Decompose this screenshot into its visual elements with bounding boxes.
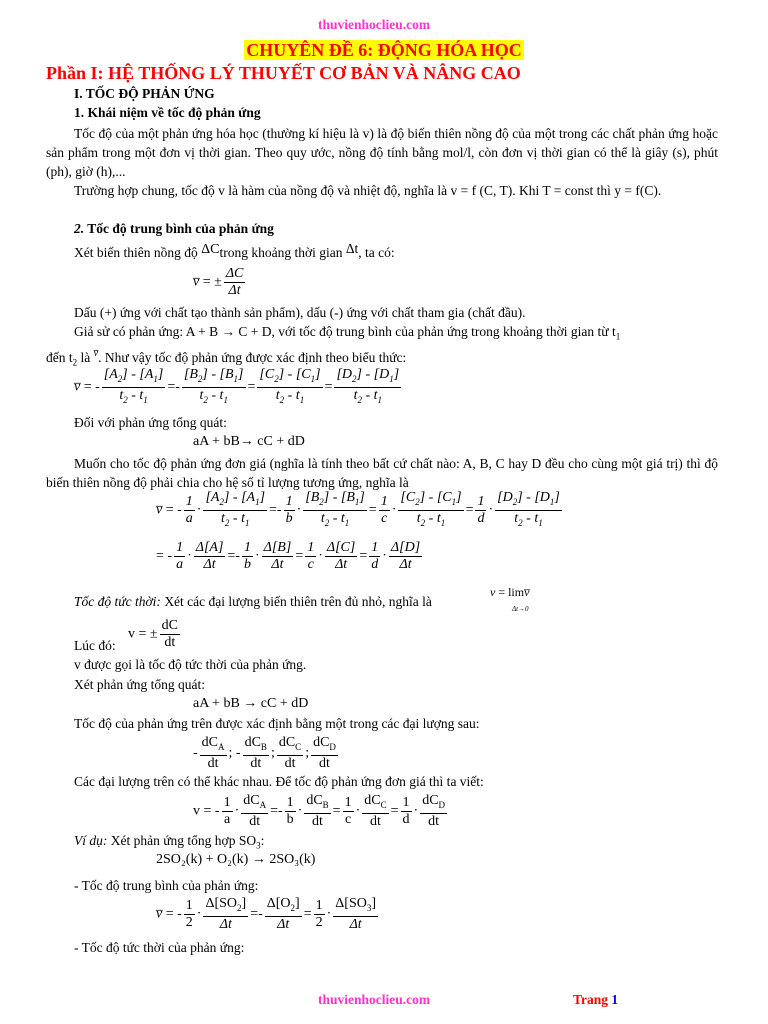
paragraph-expression: đến $t_2$ là $^{v̅}$. Như vậy tốc độ phản ứng được xác định theo biểu thức: [46, 348, 407, 368]
delta-t-symbol: Δt [345, 241, 359, 256]
formula-limit: v = limv̅ Δt→0 [490, 585, 530, 613]
formula-normalized-rate: v̅ = - $\frac{1}{a}$ · $\frac{[A_2] - [A_1]}{t_2 - t_1}$ =- $\frac{1}{b}$ · $\frac{[B_2] - [B_1]}{t_2 - t_1}$ = $\frac{1}{c}$ · $\frac{[C_2] - [C_1]}{t_2 - t_1}$ = $\frac{1}{d}$ · $\frac{[D_2] - [D_1]}{t_2 - t_1}$ [156, 490, 560, 528]
paragraph-different: Các đại lượng trên có thể khác nhau. Để tốc độ phản ứng đơn giá thì ta viết: [74, 774, 484, 789]
label-then: Lúc đó: [74, 638, 116, 653]
formula-instant-rate: v = ± $\frac{dC}{dt}$ [128, 618, 178, 650]
paragraph-instant: Tốc độ tức thời: Xét các đại lượng biến thiên trên đủ nhỏ, nghĩa là [74, 594, 432, 609]
equation-general-2: aA + bB → cC + dD [193, 696, 309, 711]
formula-rate-species: v̅ = - $\frac{[A_2] - [A_1]}{t_2 - t_1}$ =- $\frac{[B_2] - [B_1]}{t_2 - t_1}$ = $\frac{[C_2] - [C_1]}{t_2 - t_1}$ = $\frac{[D_2] - [D_1]}{t_2 - t_1}$ [74, 367, 400, 405]
page-number: Trang 1 [573, 992, 619, 1007]
equation-so3: 2SO₂(k) + O₂(k) → 2SO₃(k) [156, 852, 316, 867]
chapter-title: CHUYÊN ĐỀ 6: ĐỘNG HÓA HỌC [246, 40, 522, 60]
paragraph-instant-example: - Tốc độ tức thời của phản ứng: [74, 940, 245, 955]
equation-general-1: aA + bB→ cC + dD [193, 434, 305, 449]
subsection-heading-2: 2. Tốc độ trung bình của phản ứng [74, 221, 274, 236]
paragraph-delta: Xét biến thiên nồng độ ΔCtrong khoảng thời gian Δt, ta có: [74, 241, 395, 260]
paragraph-reaction: Giả sử có phản ứng: A + B → C + D, với tốc độ trung bình của phản ứng trong khoảng thời gian từ $t_1$ [74, 324, 621, 342]
footer-site-domain: .com [402, 992, 431, 1007]
section-heading: I. TỐC ĐỘ PHẢN ỨNG [74, 86, 215, 101]
paragraph-general-reaction-2: Xét phản ứng tổng quát: [74, 677, 206, 692]
formula-so3-average: v̅ = - $\frac{1}{2}$ · $\frac{\Delta[SO_2]}{\Delta t}$ =- $\frac{\Delta[O_2]}{\Delta t}$ = $\frac{1}{2}$ · $\frac{\Delta[SO_3]}{\Delta t}$ [156, 896, 377, 932]
paragraph-single-value: Muốn cho tốc độ phản ứng đơn giá (nghĩa là tính theo bất cứ chất nào: A, B, C hay D đều cho cùng một giá trị) thì độ biến thiên nồng độ phải chia cho hệ số tỉ lượng tương ứng, nghĩa là [46, 456, 718, 490]
formula-average-rate: v̅ = ± $\frac{\Delta C}{\Delta t}$ [193, 266, 244, 298]
formula-single-rate: v = - $\frac{1}{a}$ · $\frac{dC_A}{dt}$ =- $\frac{1}{b}$ · $\frac{dC_B}{dt}$ = $\frac{1}{c}$ · $\frac{dC_C}{dt}$ = $\frac{1}{d}$ · $\frac{dC_D}{dt}$ [193, 793, 446, 829]
paragraph-average-example: - Tốc độ trung bình của phản ứng: [74, 878, 259, 893]
footer-site [318, 992, 430, 1008]
paragraph-signs: Dấu (+) ứng với chất tạo thành sản phẩm), dấu (-) ứng với chất tham gia (chất đầu). [74, 305, 526, 320]
subsection-heading: 1. Khái niệm về tốc độ phản ứng [74, 105, 261, 120]
paragraph-example: Ví dụ: Xét phản ứng tổng hợp $SO_3$: [74, 833, 265, 851]
paragraph-definition: Tốc độ của một phản ứng hóa học (thường kí hiệu là v) là độ biến thiên nồng độ của một trong các chất phản ứng hoặc sản phẩm trong một đơn vị thời gian. Theo quy ước, nồng độ tính bằng mol/l, còn đơn vị thời gian có thể là giây (s), phút (ph), giờ (h),... [46, 126, 718, 179]
formula-normalized-delta: = - $\frac{1}{a}$ · $\frac{\Delta[A]}{\Delta t}$ =- $\frac{1}{b}$ · $\frac{\Delta[B]}{\Delta t}$ = $\frac{1}{c}$ · $\frac{\Delta[C]}{\Delta t}$ = $\frac{1}{d}$ · $\frac{\Delta[D]}{\Delta t}$ [156, 540, 421, 572]
footer-site-name: thuvienhoclieu [318, 992, 403, 1007]
site-domain: .com [402, 17, 431, 32]
paragraph-general: Trường hợp chung, tốc độ v là hàm của nồng độ và nhiệt độ, nghĩa là v = f (C, T). Khi T = const thì y = f(C). [74, 183, 662, 198]
paragraph-quantities: Tốc độ của phản ứng trên được xác định bằng một trong các đại lượng sau: [74, 716, 480, 731]
site-name: thuvienhoclieu [318, 17, 403, 32]
part-title: Phần I: HỆ THỐNG LÝ THUYẾT CƠ BẢN VÀ NÂNG CAO [46, 63, 521, 83]
paragraph-instant-def: v được gọi là tốc độ tức thời của phản ứng. [74, 657, 307, 672]
delta-c-symbol: ΔC [201, 242, 220, 257]
paragraph-general-reaction: Đối với phản ứng tổng quát: [74, 415, 227, 430]
formula-quantities: - $\frac{dC_A}{dt}$ ; - $\frac{dC_B}{dt}$ ; $\frac{dC_C}{dt}$ ; $\frac{dC_D}{dt}$ [193, 735, 336, 771]
site-header [318, 17, 430, 33]
